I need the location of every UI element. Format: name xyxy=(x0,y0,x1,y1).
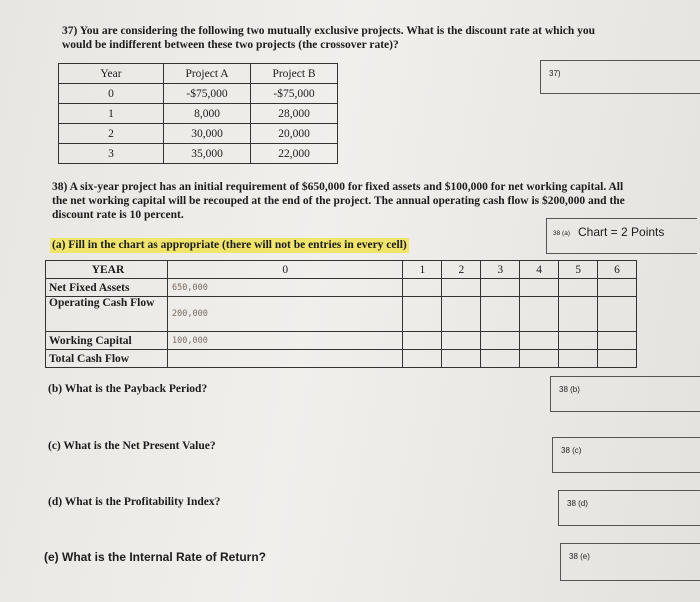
table-cell[interactable] xyxy=(403,279,442,297)
question-38-text: 38) A six-year project has an initial requirement of $650,000 for fixed assets and $100,000 for net working capital. All the net working capital will be recouped at the end of the project. The annual operating cash flow is $200,000 and the discount rate is 10 percent. xyxy=(52,181,625,221)
table-cell[interactable] xyxy=(442,297,481,332)
table-cell[interactable] xyxy=(520,297,559,332)
table-row xyxy=(59,124,338,144)
answer-box-label: 38 (b) xyxy=(559,385,580,394)
table-row xyxy=(59,84,338,104)
table-cell[interactable] xyxy=(481,279,520,297)
table-cell[interactable] xyxy=(403,332,442,350)
table-cell[interactable] xyxy=(520,332,559,350)
row-label: Net Fixed Assets xyxy=(46,279,168,297)
cell: -$75,000 xyxy=(251,84,338,104)
table-cell[interactable] xyxy=(481,332,520,350)
year-header: 2 xyxy=(442,261,481,279)
table-cell[interactable] xyxy=(403,350,442,368)
table-row xyxy=(59,144,338,164)
answer-box-label: 38 (c) xyxy=(561,446,582,455)
answer-box-37[interactable] xyxy=(540,60,700,94)
cell: 30,000 xyxy=(164,124,251,144)
table-cell[interactable] xyxy=(481,297,520,332)
cell: 0 xyxy=(59,84,164,104)
cell: 22,000 xyxy=(251,144,338,164)
year-header: 3 xyxy=(481,261,520,279)
header-project-a: Project A xyxy=(164,64,251,84)
table-cell[interactable] xyxy=(520,279,559,297)
table-cell[interactable] xyxy=(520,350,559,368)
cell: 28,000 xyxy=(251,104,338,124)
year-header: 1 xyxy=(403,261,442,279)
answer-box-label: 38 (e) xyxy=(569,552,590,561)
table-row xyxy=(46,261,637,279)
cell: 3 xyxy=(59,144,164,164)
cell: 8,000 xyxy=(164,104,251,124)
table-cell[interactable] xyxy=(559,297,598,332)
year-label: YEAR xyxy=(46,261,168,279)
part-c-question: (c) What is the Net Present Value? xyxy=(48,440,216,452)
chart-points-label: Chart = 2 Points xyxy=(578,225,665,239)
table-row xyxy=(46,350,637,368)
table-cell[interactable] xyxy=(598,279,637,297)
table-cell[interactable] xyxy=(403,297,442,332)
answer-box-38e[interactable] xyxy=(560,543,700,581)
cell: 35,000 xyxy=(164,144,251,164)
table-row xyxy=(46,297,637,332)
table-cell[interactable] xyxy=(442,332,481,350)
table-cell[interactable] xyxy=(559,332,598,350)
header-project-b: Project B xyxy=(251,64,338,84)
year-header: 5 xyxy=(559,261,598,279)
year-header: 0 xyxy=(168,261,403,279)
cell: -$75,000 xyxy=(164,84,251,104)
part-a-instruction: (a) Fill in the chart as appropriate (there will not be entries in every cell) xyxy=(52,239,407,251)
answer-box-38d[interactable] xyxy=(558,490,700,526)
answer-box-38c[interactable] xyxy=(552,437,700,473)
row-label: Working Capital xyxy=(46,332,168,350)
table-row xyxy=(46,279,637,297)
handwritten-entry[interactable]: 100,000 xyxy=(168,332,403,350)
cell: 20,000 xyxy=(251,124,338,144)
row-label: Operating Cash Flow xyxy=(46,297,168,332)
table-row xyxy=(59,104,338,124)
table-cell[interactable] xyxy=(559,350,598,368)
handwritten-entry[interactable]: 650,000 xyxy=(168,279,403,297)
table-cell[interactable] xyxy=(598,332,637,350)
part-e-question: (e) What is the Internal Rate of Return? xyxy=(44,550,267,564)
table-row xyxy=(46,332,637,350)
year-header: 6 xyxy=(598,261,637,279)
table-cell[interactable] xyxy=(442,279,481,297)
table-cell[interactable] xyxy=(559,279,598,297)
row-label: Total Cash Flow xyxy=(46,350,168,368)
table-cell[interactable] xyxy=(168,350,403,368)
part-d-question: (d) What is the Profitability Index? xyxy=(48,496,221,508)
table-cell[interactable] xyxy=(442,350,481,368)
cell: 1 xyxy=(59,104,164,124)
handwritten-entry[interactable]: 200,000 xyxy=(168,297,403,332)
answer-box-label: 37) xyxy=(549,69,561,78)
projects-table xyxy=(58,63,338,164)
cash-flow-chart xyxy=(45,260,637,368)
answer-box-38b[interactable] xyxy=(550,376,700,412)
table-cell[interactable] xyxy=(598,297,637,332)
cell: 2 xyxy=(59,124,164,144)
question-37-text: 37) You are considering the following two mutually exclusive projects. What is the discount rate at which you would be indifferent between these two projects (the crossover rate)? xyxy=(62,25,596,51)
answer-box-label: 38 (d) xyxy=(567,499,588,508)
chart-points-box xyxy=(546,218,697,254)
part-b-question: (b) What is the Payback Period? xyxy=(48,383,208,395)
table-cell[interactable] xyxy=(481,350,520,368)
chart-box-small-label: 38 (a) xyxy=(553,230,570,237)
year-header: 4 xyxy=(520,261,559,279)
table-cell[interactable] xyxy=(598,350,637,368)
header-year: Year xyxy=(59,64,164,84)
